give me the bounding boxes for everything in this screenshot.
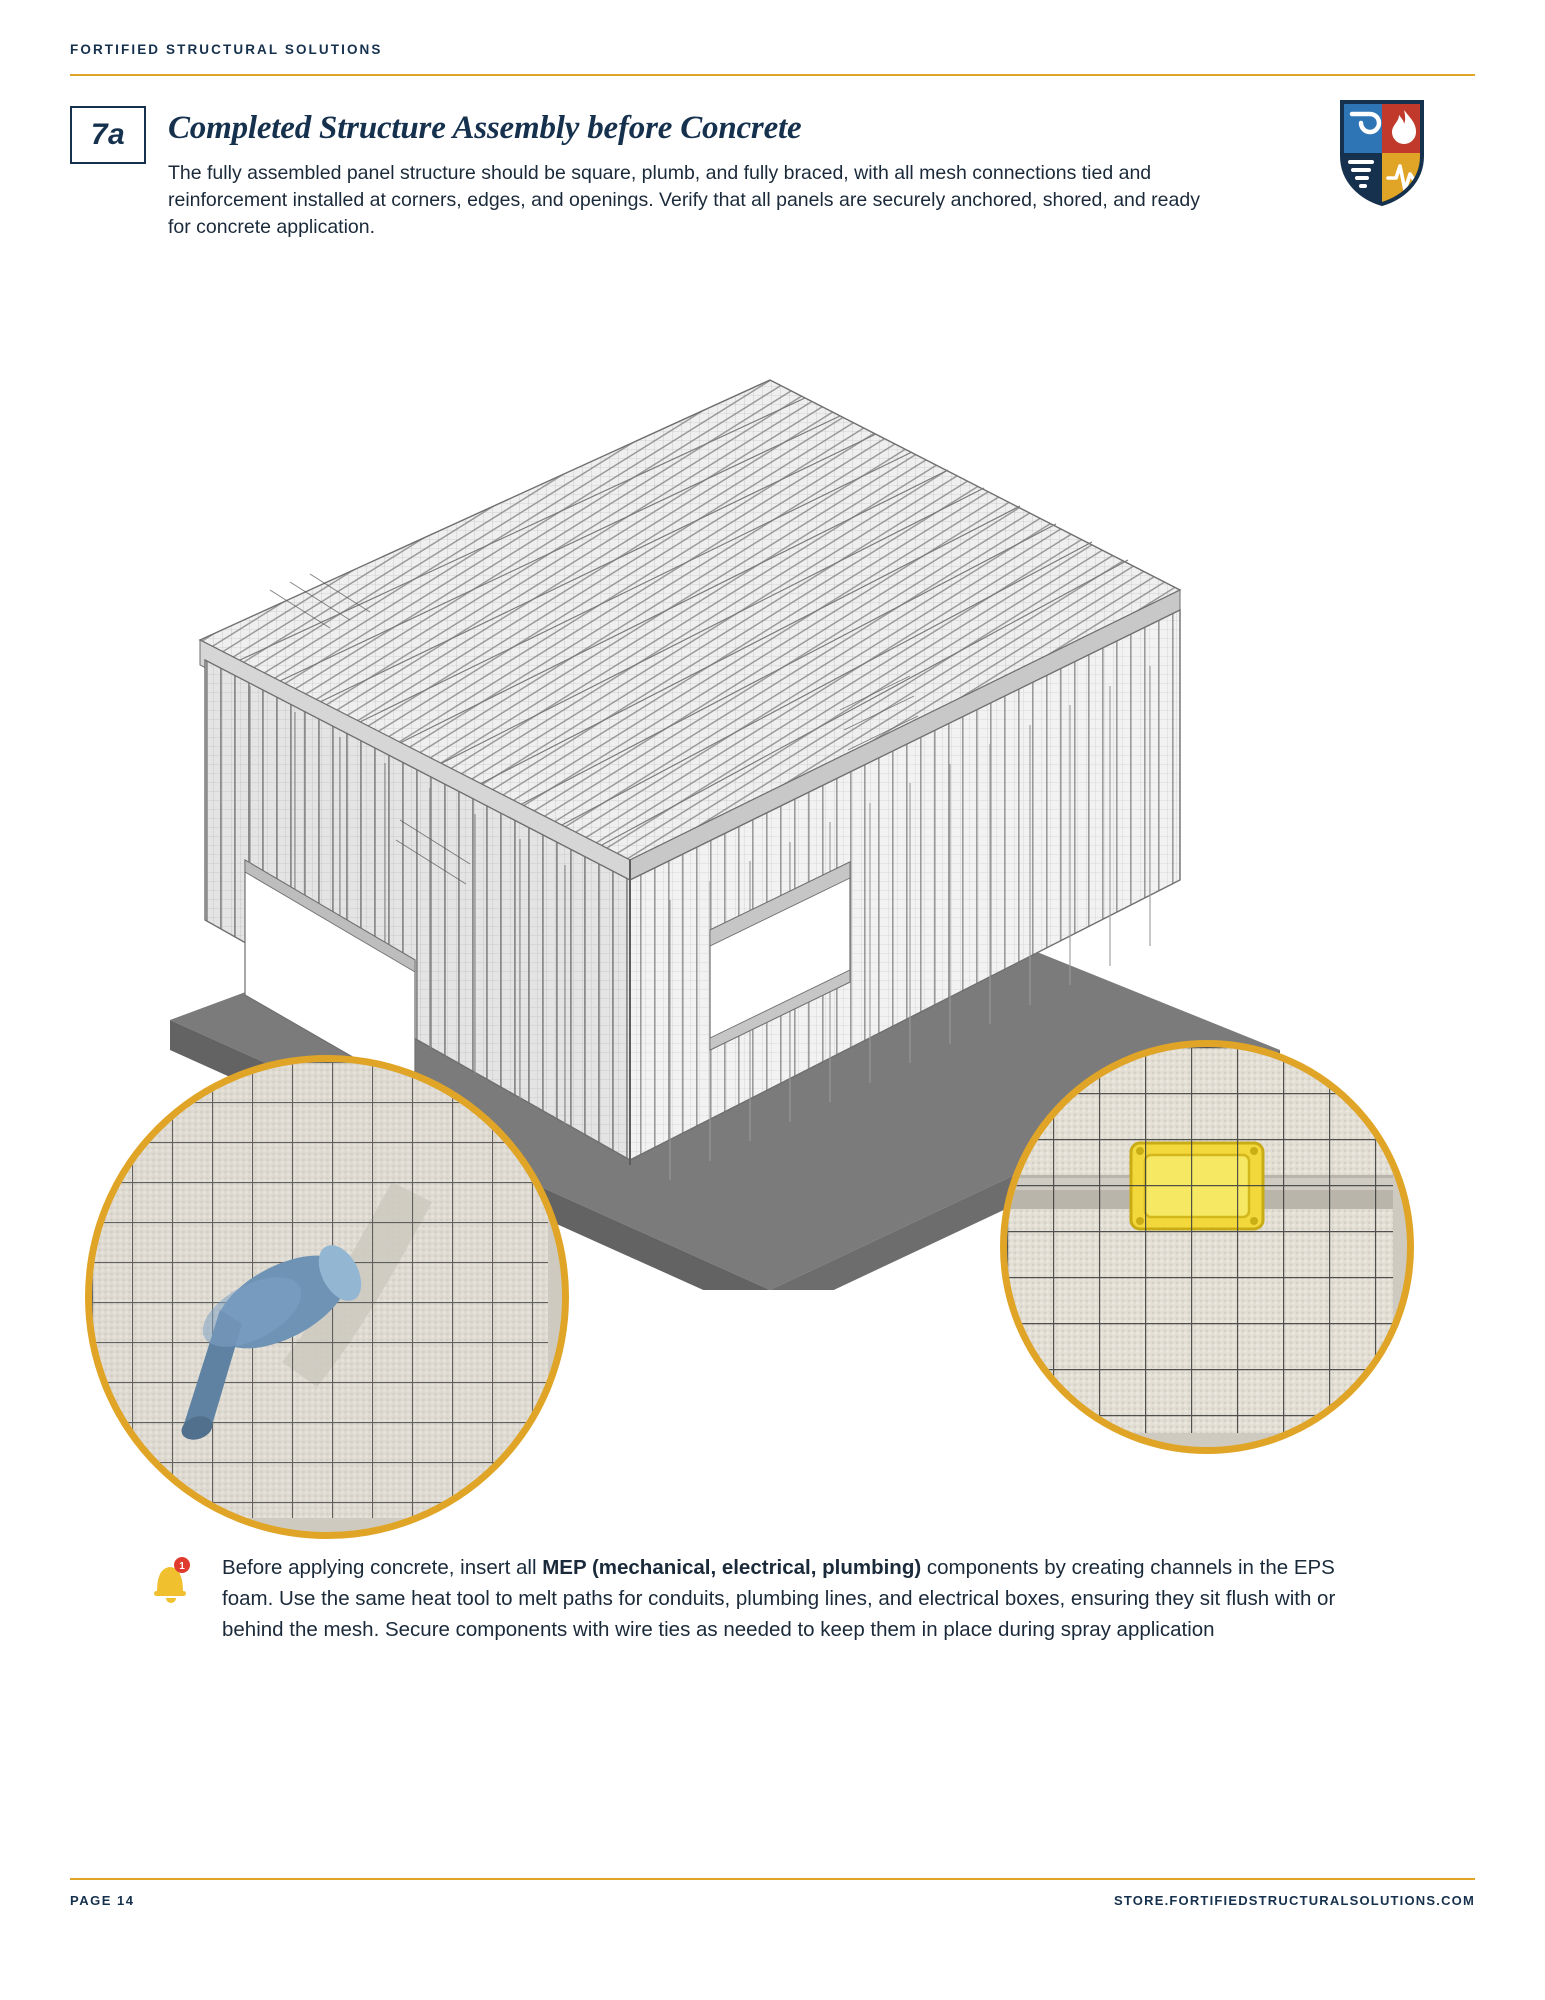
note-text-bold: MEP (mechanical, electrical, plumbing) (542, 1556, 922, 1579)
step-number-badge: 7a (70, 106, 146, 164)
header-brand: FORTIFIED STRUCTURAL SOLUTIONS (70, 42, 383, 57)
page-title: Completed Structure Assembly before Concrete (168, 110, 802, 146)
svg-text:1: 1 (179, 1561, 185, 1572)
shield-logo-icon (1338, 98, 1426, 208)
note-text-after: components by creating channels in the EPS foam. Use the same heat tool to melt paths for conduits, plumbing lines, and electrical boxes, ensuring they sit flush with or behind the mesh. Secure components with wire ties as needed to keep them in place during spray application (222, 1556, 1336, 1641)
step-description: The fully assembled panel structure should be square, plumb, and fully braced, with all mesh connections tied and reinforcement installed at corners, edges, and openings. Verify that all panels are securely anchored, shored, and ready for concrete application. (168, 162, 1200, 238)
footer-page-number: PAGE 14 (70, 1893, 135, 1908)
footer-divider (70, 1878, 1475, 1880)
callout-electrical-box (1000, 1040, 1414, 1454)
note-text (222, 1552, 1362, 1645)
footer-url[interactable]: STORE.FORTIFIEDSTRUCTURALSOLUTIONS.COM (1114, 1893, 1475, 1908)
bell-notification-icon (148, 1556, 194, 1608)
callout-heat-tool-channel (85, 1055, 569, 1539)
header-divider (70, 74, 1475, 76)
note-text-before: Before applying concrete, insert all (222, 1556, 543, 1579)
